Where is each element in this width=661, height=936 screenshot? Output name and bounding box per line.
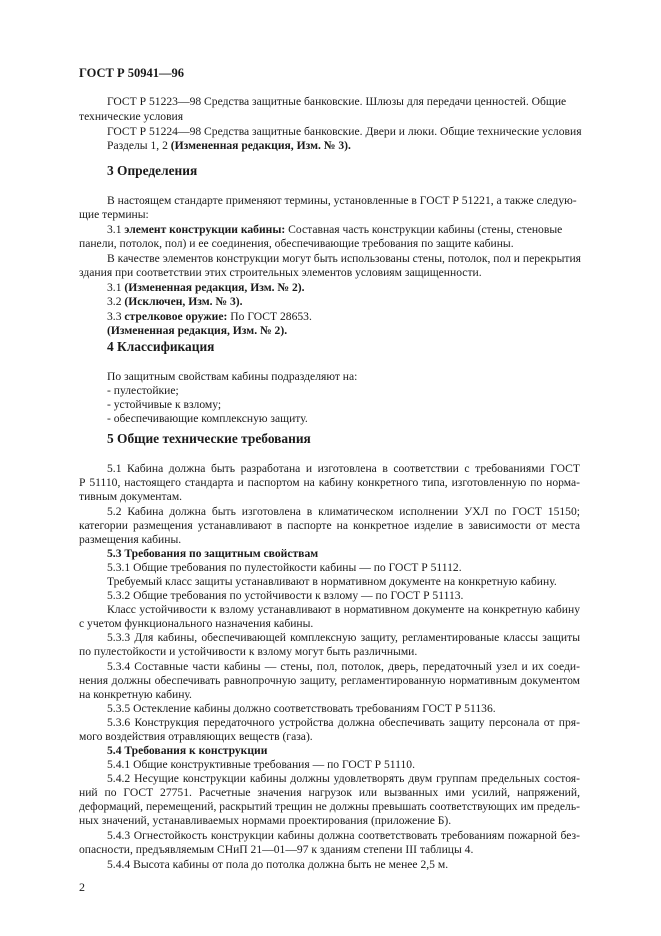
paragraph-line: здания при соответствии этих строительных элементов условиям защищенности.	[79, 266, 482, 279]
paragraph-line: щие термины:	[79, 208, 149, 221]
paragraph-line: 5.4.3 Огнестойкость конструкции кабины должна соответствовать требованиям пожарной без-	[107, 829, 580, 842]
paragraph-line: 5.3.6 Конструкция передаточного устройства должна обеспечивать защиту персонала от пря-	[107, 716, 580, 729]
paragraph-line: 5.3.4 Составные части кабины — стены, пол, потолок, дверь, передаточный узел и их соеди-	[107, 660, 580, 673]
paragraph-line: В настоящем стандарте применяют термины, установленные в ГОСТ Р 51221, а также следую-	[107, 194, 577, 207]
clause-number: 3.1	[107, 281, 122, 294]
clause-number: 3.2	[107, 295, 122, 308]
paragraph-line: По защитным свойствам кабины подразделяют на:	[107, 370, 358, 383]
reference-line: ГОСТ Р 51223—98 Средства защитные банковские. Шлюзы для передачи ценностей. Общие	[107, 95, 567, 108]
list-item: - устойчивые к взлому;	[107, 398, 222, 411]
reference-line	[107, 139, 351, 153]
page-number: 2	[79, 880, 85, 894]
term-number: 3.1	[107, 223, 122, 236]
paragraph-line: на конкретную кабину.	[79, 688, 192, 701]
running-header: ГОСТ Р 50941—96	[79, 66, 185, 80]
term-name: элемент конструкции кабины:	[124, 223, 286, 236]
term-number: 3.3	[107, 310, 122, 323]
paragraph-line: 5.4.2 Несущие конструкции кабины должны удовлетворять двум группам предельных состоя-	[107, 772, 580, 785]
paragraph-line: 5.3.2 Общие требования по устойчивости к взлому — по ГОСТ Р 51113.	[107, 589, 464, 602]
paragraph-line: деформаций, перемещений, раскрытий трещин не должны превышать соответствующих им предель-	[79, 800, 580, 813]
paragraph-line: по пулестойкости и устойчивости к взлому могут быть различными.	[79, 645, 418, 658]
list-item: - пулестойкие;	[107, 384, 179, 397]
amendment-note: (Исключен, Изм. № 3).	[124, 295, 243, 308]
amendment-note: (Измененная редакция, Изм. № 2).	[107, 324, 288, 337]
subsection-heading: 5.3 Требования по защитным свойствам	[107, 547, 319, 560]
paragraph-line: Требуемый класс защиты устанавливают в нормативном документе на конкретную кабину.	[107, 575, 557, 588]
paragraph-line: панели, потолок, пол) и ее соединения, обеспечивающие требования по защите кабины.	[79, 237, 514, 250]
paragraph-line: Р 51110, настоящего стандарта и паспортом на кабину конкретного типа, изготовленную по норма-	[79, 476, 580, 489]
paragraph-line: тивным документам.	[79, 490, 183, 503]
paragraph-line: мого воздействия отравляющих веществ (газа).	[79, 730, 313, 743]
amendment-line	[107, 295, 243, 309]
paragraph-line: 5.4.1 Общие конструктивные требования — по ГОСТ Р 51110.	[107, 758, 415, 771]
amendment-note: (Измененная редакция, Изм. № 3).	[170, 139, 351, 152]
paragraph-line: категории размещения устанавливают в паспорте на конкретное изделие в зависимости от места	[79, 519, 580, 532]
paragraph-line: 5.2 Кабина должна быть изготовлена в климатическом исполнении УХЛ по ГОСТ 15150;	[107, 505, 580, 518]
paragraph-line: опасности, предъявляемым СНиП 21—01—97 к зданиям степени III таблицы 4.	[79, 843, 474, 856]
reference-sections: Разделы 1, 2	[107, 139, 168, 152]
amendment-note: (Измененная редакция, Изм. № 2).	[124, 281, 305, 294]
paragraph-line: 5.3.1 Общие требования по пулестойкости кабины — по ГОСТ Р 51112.	[107, 561, 462, 574]
amendment-line	[107, 281, 305, 295]
paragraph-line: размещения кабины.	[79, 533, 182, 546]
paragraph-line: 5.4.4 Высота кабины от пола до потолка должна быть не менее 2,5 м.	[107, 858, 449, 871]
list-item: - обеспечивающие комплексную защиту.	[107, 412, 308, 425]
paragraph-line: нения должны обеспечивать равнопрочную защиту, регламентированную нормативным документом	[79, 674, 580, 687]
paragraph-line: ний по ГОСТ 27751. Расчетные значения нагрузок или вызванных ими усилий, напряжений,	[79, 786, 580, 799]
section-heading-technical-requirements: 5 Общие технические требования	[107, 431, 311, 446]
term-definition: По ГОСТ 28653.	[230, 310, 312, 323]
term-definition: Составная часть конструкции кабины (стены, стеновые	[288, 223, 563, 236]
section-heading-definitions: 3 Определения	[107, 163, 198, 178]
paragraph-line: 5.3.5 Остекление кабины должно соответствовать требованиям ГОСТ Р 51136.	[107, 702, 496, 715]
term-line	[107, 310, 312, 324]
term-name: стрелковое оружие:	[124, 310, 228, 323]
section-heading-classification: 4 Классификация	[107, 339, 215, 354]
paragraph-line: Класс устойчивости к взлому устанавливают в нормативном документе на конкретную кабину	[107, 603, 580, 616]
reference-line: ГОСТ Р 51224—98 Средства защитные банковские. Двери и люки. Общие технические условия	[107, 125, 582, 138]
paragraph-line: В качестве элементов конструкции могут быть использованы стены, потолок, пол и перекрытия	[107, 252, 582, 265]
paragraph-line: с учетом функционального назначения кабины.	[79, 617, 314, 630]
subsection-heading: 5.4 Требования к конструкции	[107, 744, 268, 757]
reference-line: технические условия	[79, 110, 184, 123]
paragraph-line: ных значений, устанавливаемых нормами проектирования (приложение Б).	[79, 814, 452, 827]
paragraph-line: 5.3.3 Для кабины, обеспечивающей комплексную защиту, регламентированые классы защиты	[107, 631, 580, 644]
term-line	[107, 223, 562, 237]
paragraph-line: 5.1 Кабина должна быть разработана и изготовлена в соответствии с требованиями ГОСТ	[107, 462, 580, 475]
